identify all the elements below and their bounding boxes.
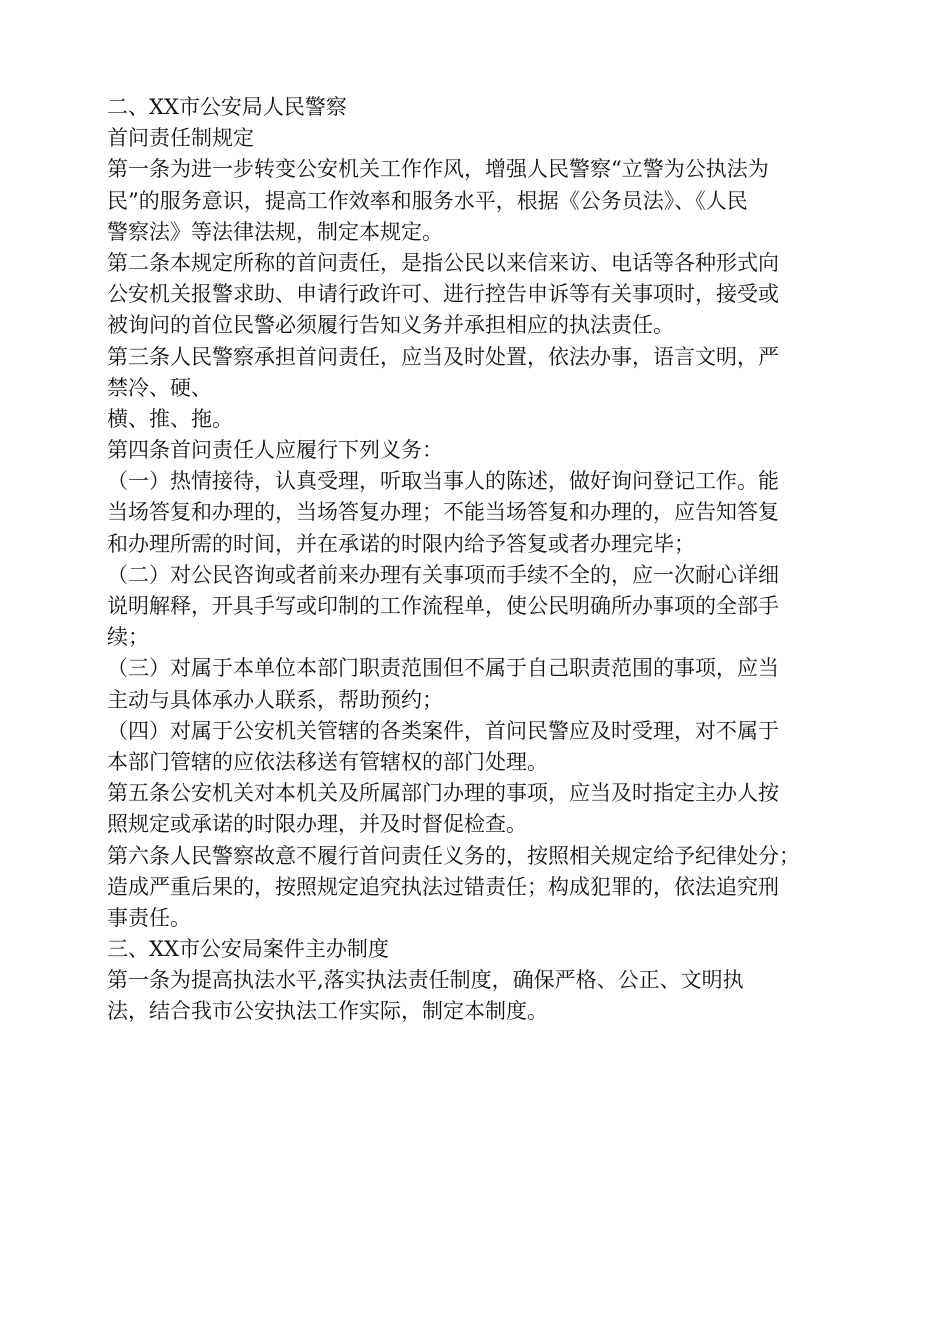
text-line: 第二条本规定所称的首问责任，是指公民以来信来访、电话等各种形式向 (107, 250, 779, 275)
text-line: 续； (107, 625, 149, 650)
text-line: （四）对属于公安机关管辖的各类案件，首问民警应及时受理，对不属于 (107, 718, 779, 743)
text-line: 主动与具体承办人联系，帮助预约； (107, 687, 443, 712)
heading-first-inquiry-rules: 首问责任制规定 (107, 126, 254, 151)
text-line: 第三条人民警察承担首问责任，应当及时处置，依法办事，语言文明，严 (107, 344, 779, 369)
text-line: （一）热情接待，认真受理，听取当事人的陈述，做好询问登记工作。能 (107, 469, 779, 494)
text-line: （三）对属于本单位本部门职责范围但不属于自己职责范围的事项，应当 (107, 656, 779, 681)
text-line: 和办理所需的时间，并在承诺的时限内给予答复或者办理完毕； (107, 531, 695, 556)
text-line: 照规定或承诺的时限办理，并及时督促检查。 (107, 812, 527, 837)
text-line: 第五条公安机关对本机关及所属部门办理的事项，应当及时指定主办人按 (107, 781, 779, 806)
text-line: 造成严重后果的，按照规定追究执法过错责任；构成犯罪的，依法追究刑 (107, 874, 779, 899)
text-line: 警察法》等法律法规，制定本规定。 (107, 219, 443, 244)
text-line: 当场答复和办理的，当场答复办理；不能当场答复和办理的，应告知答复 (107, 500, 779, 525)
text-line: 横、推、拖。 (107, 406, 233, 431)
text-line: 法，结合我市公安执法工作实际，制定本制度。 (107, 999, 548, 1024)
text-line: 禁冷、硬、 (107, 375, 212, 400)
text-line: 公安机关报警求助、申请行政许可、进行控告申诉等有关事项时，接受或 (107, 282, 779, 307)
text-line: 第一条为提高执法水平,落实执法责任制度，确保严格、公正、文明执 (107, 968, 744, 993)
document-body (107, 92, 867, 1028)
heading-section-three: 三、XX市公安局案件主办制度 (107, 937, 389, 962)
text-line: 本部门管辖的应依法移送有管辖权的部门处理。 (107, 749, 548, 774)
text-line: 第四条首问责任人应履行下列义务： (107, 438, 443, 463)
heading-section-two: 二、XX市公安局人民警察 (107, 95, 347, 119)
text-line: 第六条人民警察故意不履行首问责任义务的，按照相关规定给予纪律处分； (107, 843, 800, 868)
text-line: 说明解释，开具手写或印制的工作流程单，使公民明确所办事项的全部手 (107, 594, 779, 618)
text-line: （二）对公民咨询或者前来办理有关事项而手续不全的，应一次耐心详细 (107, 562, 779, 587)
text-line: 民”的服务意识，提高工作效率和服务水平，根据《公务员法》、《人民 (107, 188, 748, 213)
text-line: 第一条为进一步转变公安机关工作作风，增强人民警察“立警为公执法为 (107, 157, 769, 182)
text-line: 事责任。 (107, 905, 191, 930)
text-line: 被询问的首位民警必须履行告知义务并承担相应的执法责任。 (107, 313, 674, 338)
